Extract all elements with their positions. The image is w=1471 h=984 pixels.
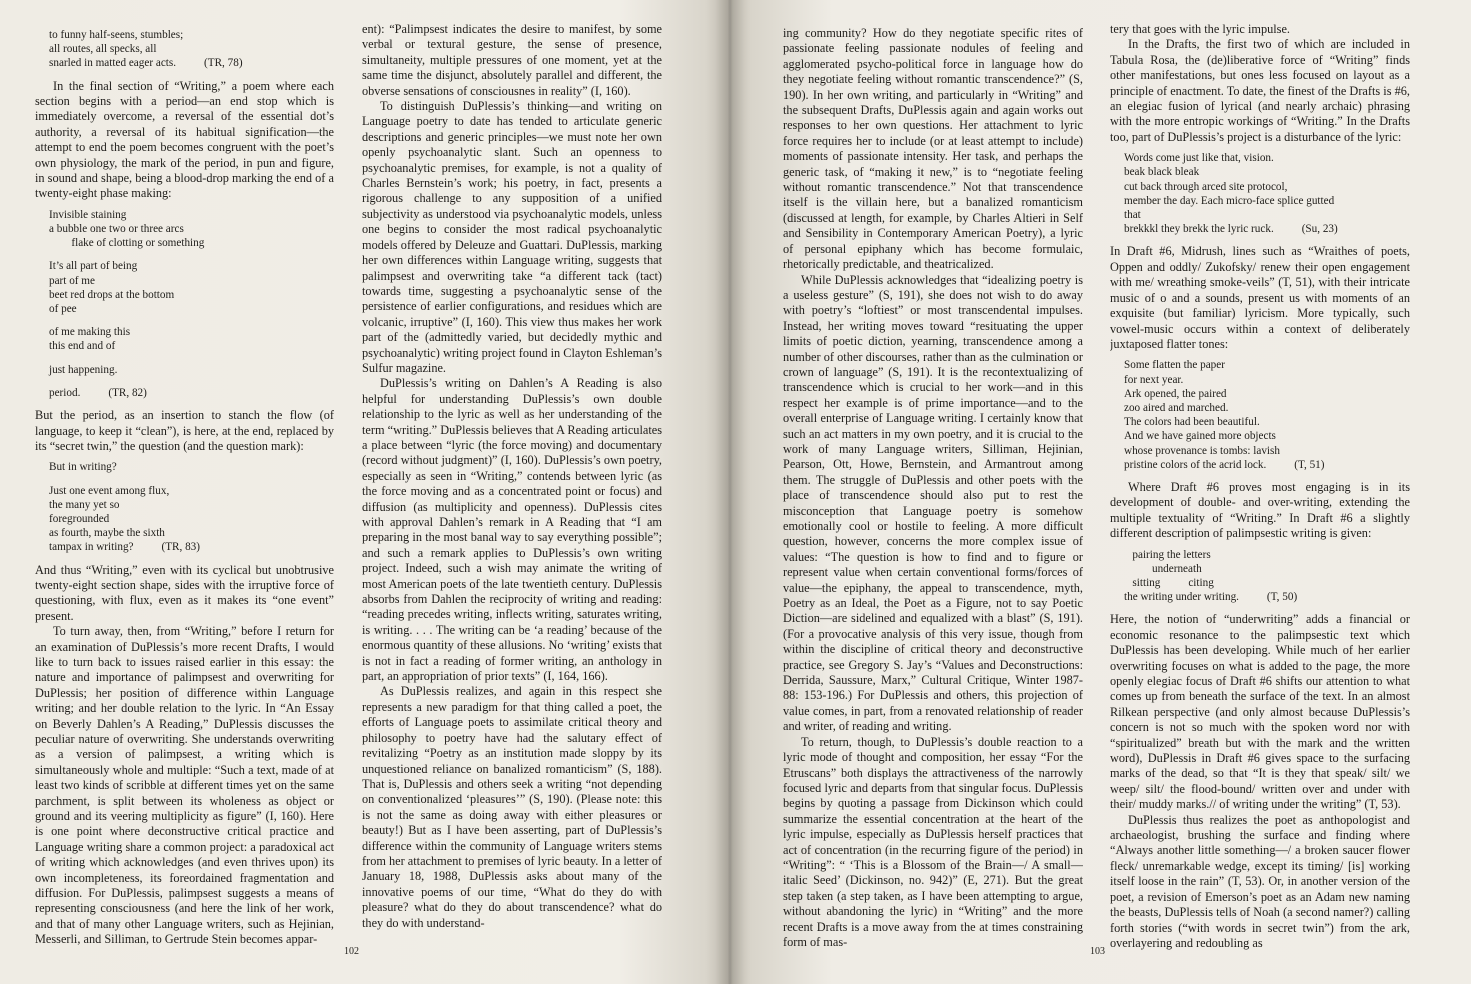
stanza-break bbox=[49, 316, 334, 325]
quote-line: foregrounded bbox=[49, 512, 110, 525]
quote-line: this end and of bbox=[49, 340, 116, 353]
quote-line: of pee bbox=[49, 303, 77, 316]
quote-line: Invisible staining bbox=[49, 208, 127, 221]
block-quote bbox=[1124, 358, 1410, 472]
quote-line: beak black bleak bbox=[1124, 166, 1200, 179]
paragraph: tery that goes with the lyric impulse. bbox=[1110, 22, 1290, 36]
quote-line: all routes, all specks, all bbox=[49, 43, 157, 56]
quote-line: Just one event among flux, bbox=[49, 484, 170, 497]
quote-line: Ark opened, the paired bbox=[1124, 387, 1227, 400]
quote-line: that bbox=[1124, 209, 1141, 222]
paragraph: Where Draft #6 proves most engaging is in its development of double- and over-writing, extending the multiple textuality of “Writing.” In Draft #6 a slightly different description of palimpsestic writing is given: bbox=[1110, 479, 1410, 541]
paragraph: ent): “Palimpsest indicates the desire to manifest, by some verbal or textural gesture, the sense of presence, simultaneity, multiple pressures of one moment, yet at the same time the disjunct, absolutely parallel and different, the obverse sensations of consciousnes in reality” (I, 160). bbox=[362, 22, 662, 98]
paragraph: To distinguish DuPlessis’s thinking—and writing on Language poetry to date has tended to articulate generic descriptions and generic principles—we must note her own openly psychoanalytic slant. Such an openness to psychoanalytic premises, for example, is not a quality of Charles Bernstein’s work; his poetry, in fact, presents a rigorous challenge to any supposition of a unified subjectivity as understood via psychoanalytic models, unless one begins to consider the most radical psychoanalytic models offered by Deleuze and Guattari. DuPlessis, marking her own differences within Language writing, suggests that palimpsest and overwriting take “a different tack (tact) towards time, suggesting a psychoanalytic sense of the persistence of earlier configurations, and residues which are volcanic, irruptive” (I, 160). This view thus makes her work part of the (admittedly varied, but decidedly mythic and psychoanalytic) writing project found in Clayton Eshleman’s Sulfur magazine. bbox=[362, 99, 662, 375]
block-quote bbox=[1124, 151, 1410, 236]
quote-line: tampax in writing? (TR, 83) bbox=[49, 541, 201, 554]
quote-line: of me making this bbox=[49, 326, 131, 339]
stanza-break bbox=[49, 475, 334, 484]
paragraph: As DuPlessis realizes, and again in this respect she represents a new paradigm for that thing called a poet, the efforts of Language poets to assimilate critical theory and philosophy to poetry have had the salutary effect of revitalizing “Poetry as an institution made sloppy by its unquestioned reliance on banalized romanticism” (S, 188). That is, DuPlessis and others seek a writing “not depending on conventionalized ‘pleasures’” (S, 190). (Please note: this is not the same as doing away with either pleasures or beauty!) But as I have been asserting, part of DuPlessis’s difference within the community of Language writers stems from her attachment to premises of lyric beauty. In a letter of January 18, 1988, DuPlessis asks about many of the innovative poems of our time, “What do they do with pleasure? what do they do about transcendence? what do they do with understand- bbox=[362, 684, 662, 930]
quote-line: whose provenance is tombs: lavish bbox=[1124, 444, 1280, 457]
quote-line: sitting citing bbox=[1124, 576, 1214, 589]
quote-line: pairing the letters bbox=[1124, 548, 1211, 561]
page-number-right: 103 bbox=[1090, 946, 1105, 957]
paragraph: In the Drafts, the first two of which are included in Tabula Rosa, the (de)liberative force of “Writing” finds other manifestations, but ones less focused on layout as a principle of enactment. To date, the finest of the Drafts is #6, an elegiac fusion of lyrical (and nearly archaic) phrasing with the more entropic workings of “Writing.” In the Drafts too, part of DuPlessis’s project is a disturbance of the lyric: bbox=[1110, 37, 1410, 144]
quote-line: member the day. Each micro-face splice gutted bbox=[1124, 194, 1335, 207]
quote-line: zoo aired and marched. bbox=[1124, 401, 1229, 414]
quote-line: But in writing? bbox=[49, 461, 117, 474]
quote-line: the writing under writing. (T, 50) bbox=[1124, 591, 1298, 604]
paragraph: DuPlessis’s writing on Dahlen’s A Reading is also helpful for understanding DuPlessis’s own double relationship to the lyric as well as her understanding of the term “writing.” DuPlessis believes that A Reading articulates a place between “lyric (the force moving) and documentary (record without judgment)” (I, 160). DuPlessis’s own poetry, especially as seen in “Writing,” contends between lyric (as the force moving and as a concentrated point or focus) and diffusion (as multiplicity and openness). DuPlessis cites with approval Dahlen’s remark in A Reading that “I am preparing in the most banal way to say everything possible”; and such a remark applies to DuPlessis’s own writing project. Indeed, such a wish may animate the writing of most American poets of the late twentieth century. DuPlessis absorbs from Dahlen the reciprocity of writing and reading: “reading precedes writing, inflects writing, saturates writing, is writing. . . . The writing can be ‘a reading’ because of the enormous quantity of these allusions. No ‘writing’ exists that is not in fact a reading of former writing, an anthology in part, an appropriation of prior texts” (I, 164, 166). bbox=[362, 376, 662, 684]
quote-line: to funny half-seens, stumbles; bbox=[49, 29, 184, 41]
quote-line: flake of clotting or something bbox=[49, 237, 205, 250]
paragraph: To return, though, to DuPlessis’s double reaction to a lyric mode of thought and composition, her essay “For the Etruscans” both displays the attractiveness of the narrowly focused lyric and departs from that singular focus. DuPlessis begins by quoting a passage from Dickinson which could summarize the essential concentration at the heart of the lyric impulse, especially as DuPlessis herself practices that act of concentration (in the recurring figure of the period) in “Writing”: “ ‘This is a Blossom of the Brain—/ A small—italic Seed’ (Dickinson, no. 942)” (E, 271). But the great step taken (a step taken, as I have been attempting to argue, without abandoning the lyric) in “Writing” and the more recent Drafts is a move away from the at times constraining form of mas- bbox=[783, 734, 1083, 949]
right-column-2 bbox=[1110, 22, 1410, 951]
quote-line: period. (TR, 82) bbox=[49, 386, 147, 399]
quote-line: Words come just like that, vision. bbox=[1124, 152, 1274, 165]
quote-line: snarled in matted eager acts. (TR, 78) bbox=[49, 57, 243, 70]
left-page bbox=[0, 0, 728, 984]
paragraph: DuPlessis thus realizes the poet as anthopologist and archaeologist, brushing the surface and finding where “Always another little something—/ a broken saucer flower fleck/ unremarkable wedge, except its timing/ [is] working itself loose in the rain” (T, 53). Or, in another version of the poet, a revision of Emerson’s poet as an Adam new naming the beasts, DuPlessis tells of Noah (a second namer?) calling forth stories (“with words in secret twin”) from the ark, overlayering and redoubling as bbox=[1110, 812, 1410, 950]
paragraph: While DuPlessis acknowledges that “idealizing poetry is a useless gesture” (S, 191), she does not wish to do away with poetry’s “loftiest” or most transcendental impulses. Instead, her writing moves toward “resituating the upper limits of poetic diction, yearning, transcendence among a number of other discourses, rather than as the culmination or crown of language” (S, 191). It is the recontextualizing of transcendence which is crucial to her work—and in this respect her example is of prime importance—and to the overall enterprise of Language writing. I certainly know that such an act matters in my own poetry, and it is crucial to the work of many Language writers, Silliman, Hejinian, Pearson, Ott, Howe, Bernstein, and Armantrout among them. The struggle of DuPlessis and other poets with the place of transcendence should also put to rest the misconception that Language poetry is somehow emotionally cool or hostile to feeling. A more difficult question, however, concerns the more complex issue of values: “The question is how to find and to figure or represent value when certain conventional forms/forces of value—the epiphany, the appeal to transcendence, myth, Poetry as an Ideal, the Poet as a Figure, not to say Poetic Diction—are sidelined and equalized with a blast” (S, 191). (For a provocative analysis of this very issue, though from within the discipline of critical theory and deconstructive practice, see Gregory S. Jay’s “Values and Deconstructions: Derrida, Saussure, Marx,” Cultural Critique, Winter 1987-88: 153-196.) For DuPlessis and others, this projection of value comes, in part, from a renovated relationship of reader and writer, of reading and writing. bbox=[783, 272, 1083, 734]
quote-line: pristine colors of the acrid lock. (T, 51) bbox=[1124, 458, 1325, 471]
left-column-2 bbox=[362, 22, 662, 931]
quote-line: a bubble one two or three arcs bbox=[49, 223, 184, 236]
paragraph: But the period, as an insertion to stanch the flow (of language, to keep it “clean”), is here, at the end, replaced by its “secret twin,” the question (and the question mark): bbox=[35, 408, 334, 453]
quote-line: underneath bbox=[1124, 562, 1202, 575]
paragraph: To turn away, then, from “Writing,” before I return for an examination of DuPlessis’s more recent Drafts, I would like to turn back to issues raised earlier in this essay: the nature and importance of palimpsest and overwriting for DuPlessis; her position of difference within Language writing; and her double relation to the lyric. In “An Essay on Beverly Dahlen’s A Reading,” DuPlessis discusses the peculiar nature of overwriting. She understands overwriting as a version of palimpsest, a writing which is simultaneously whole and multiple: “Such a text, made of at least two kinds of scribble at different times yet on the same parchment, is split between its wholeness as object or ground and its veering multiplicity as figure” (I, 160). Here is one point where deconstructive critical practice and Language writing share a common project: a paradoxical act of writing which acknowledges (and even thrives upon) its own incompleteness, its foreordained fragmentation and diffusion. For DuPlessis, palimpsest suggests a means of representing consciousness (and here the link of her work, and that of many other Language writers, such as Hejinian, Messerli, and Silliman, to Gertrude Stein becomes appar- bbox=[35, 624, 334, 947]
quote-line: part of me bbox=[49, 274, 95, 287]
paragraph: In the final section of “Writing,” a poem where each section begins with a period—an end stop which is immediately overcome, a reversal of the essential dot’s authority, a reversal of its habitual signification—the attempt to end the poem becomes congruent with the poet’s own physiology, the mark of the period, in pun and figure, in sound and shape, being a blood-drop marking the end of a twenty-eight phase making: bbox=[35, 78, 334, 201]
block-quote bbox=[1124, 548, 1410, 605]
page-number-left: 102 bbox=[344, 946, 359, 957]
paragraph: In Draft #6, Midrush, lines such as “Wraithes of poets, Oppen and oddly/ Zukofsky/ renew their open engagement with me/ wreathing smoke-veils” (T, 51), with their intricate music of o and a sounds, present us with moments of an exquisite (but familiar) lyricism. More typically, such vowel-music occurs within a context of deliberately juxtaposed flatter tones: bbox=[1110, 244, 1410, 351]
quote-line: cut back through arced site protocol, bbox=[1124, 180, 1288, 193]
quote-line: the many yet so bbox=[49, 498, 120, 511]
paragraph: Here, the notion of “underwriting” adds a financial or economic resonance to the palimpsestic text which DuPlessis has been developing. While much of her earlier overwriting focuses on what is added to the page, the more openly elegiac focus of Draft #6 shifts our attention to what comes up from beneath the surface of the text. In an almost Rilkean perspective (and only almost because DuPlessis’s concern is not so much with the spoken word nor with “spiritualized” breath but with the mark and the written word), DuPlessis in Draft #6 gives space to the surfacing marks of the dead, so that “It is they that speak/ silt/ we weep/ silt/ the flood-bound/ written over and under with their/ muddy marks.// of writing under the writing” (T, 53). bbox=[1110, 612, 1410, 812]
right-page bbox=[728, 0, 1471, 984]
quote-line: for next year. bbox=[1124, 373, 1184, 386]
stanza-break bbox=[49, 250, 334, 259]
block-quote bbox=[49, 460, 334, 554]
block-quote bbox=[49, 28, 334, 71]
block-quote bbox=[49, 208, 334, 400]
right-column-1 bbox=[783, 26, 1083, 950]
stanza-break bbox=[49, 377, 334, 386]
quote-line: It’s all part of being bbox=[49, 260, 138, 273]
quote-line: The colors had been beautiful. bbox=[1124, 416, 1260, 429]
quote-line: Some flatten the paper bbox=[1124, 359, 1225, 372]
stanza-break bbox=[49, 354, 334, 363]
left-column-1 bbox=[35, 22, 334, 948]
paragraph: And thus “Writing,” even with its cyclical but unobtrusive twenty-eight section shape, sides with the irruptive force of questioning, with flux, even as it makes its “one event” present. bbox=[35, 562, 334, 623]
quote-line: beet red drops at the bottom bbox=[49, 288, 175, 301]
quote-line: as fourth, maybe the sixth bbox=[49, 527, 165, 540]
quote-line: just happening. bbox=[49, 363, 118, 376]
quote-line: And we have gained more objects bbox=[1124, 430, 1276, 443]
quote-line: brekkkl they brekk the lyric ruck. (Su, 23) bbox=[1124, 223, 1338, 236]
paragraph: ing community? How do they negotiate specific rites of passionate feeling passionate nodules of feeling and agglomerated psycho-political force in language how do they negotiate feeling without romantic transcendence?” (S, 190). In her own writing, and particularly in “Writing” and the subsequent Drafts, DuPlessis again and again works out responses to her own questions. Her attachment to lyric force requires her to include (or at least attempt to include) moments of passionate intensity. Her task, and perhaps the generic task, of “making it new,” is to “negotiate feeling without romantic transcendence.” Not that transcendence itself is the villain here, but a banalized romanticism (discussed at length, for example, by Charles Altieri in Self and Sensibility in Contemporary American Poetry), a lyric of personal epiphany which has become formulaic, rhetorically predictable, and theatricalized. bbox=[783, 26, 1083, 272]
